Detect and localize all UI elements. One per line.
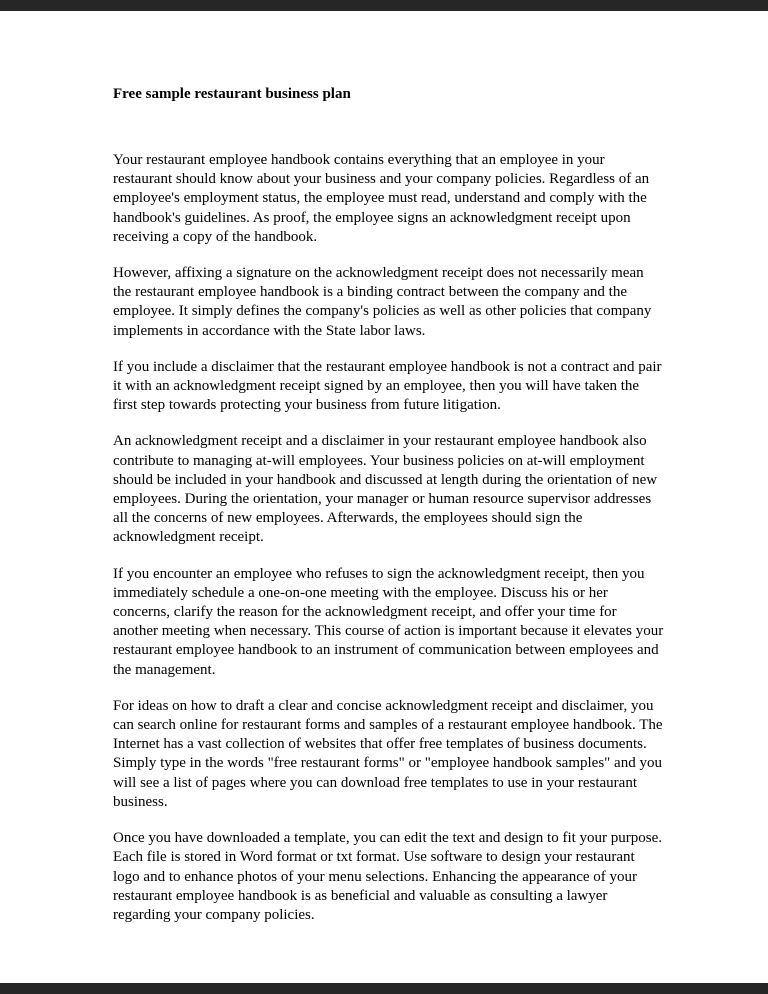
document-title: Free sample restaurant business plan — [113, 86, 351, 102]
document-content — [113, 85, 665, 942]
paragraph-1: Your restaurant employee handbook contains everything that an employee in your restaurant should know about your business and your company policies. Regardless of an employee's employment status, the employee must read, understand and comply with the handbook's guidelines. As proof, the employee signs an acknowledgment receipt upon receiving a copy of the handbook. — [113, 152, 650, 245]
paragraph-6: For ideas on how to draft a clear and concise acknowledgment receipt and disclaimer, you can search online for restaurant forms and samples of a restaurant employee handbook. The Internet has a vast collection of websites that offer free templates of business documents. Simply type in the words "free restaurant forms" or "employee handbook samples" and you will see a list of pages where you can download free templates to use in your restaurant business. — [113, 697, 663, 810]
paragraph-3: If you include a disclaimer that the restaurant employee handbook is not a contract and pair it with an acknowledgment receipt signed by an employee, then you will have taken the first step towards protecting your business from future litigation. — [113, 358, 662, 414]
paragraph-4: An acknowledgment receipt and a disclaimer in your restaurant employee handbook also contribute to managing at-will employees. Your business policies on at-will employment should be included in your handbook and discussed at length during the orientation of new employees. During the orientation, your manager or human resource supervisor addresses all the concerns of new employees. Afterwards, the employees should sign the acknowledgment receipt. — [113, 433, 658, 546]
paragraph-5: If you encounter an employee who refuses to sign the acknowledgment receipt, then you immediately schedule a one-on-one meeting with the employee. Discuss his or her concerns, clarify the reason for the acknowledgment receipt, and offer your time for another meeting when necessary. This course of action is important because it elevates your restaurant employee handbook to an instrument of communication between employees and the management. — [113, 565, 664, 678]
paragraph-7: Once you have downloaded a template, you can edit the text and design to fit your purpose. Each file is stored in Word format or txt format. Use software to design your restaurant logo and to enhance photos of your menu selections. Enhancing the appearance of your restaurant employee handbook is as beneficial and valuable as consulting a lawyer regarding your company policies. — [113, 830, 663, 923]
paragraph-2: However, affixing a signature on the acknowledgment receipt does not necessarily mean the restaurant employee handbook is a binding contract between the company and the employee. It simply defines the company's policies as well as other policies that company implements in accordance with the State labor laws. — [113, 265, 652, 339]
top-border-bar — [0, 0, 768, 11]
bottom-border-bar — [0, 983, 768, 994]
document-page — [0, 11, 768, 983]
